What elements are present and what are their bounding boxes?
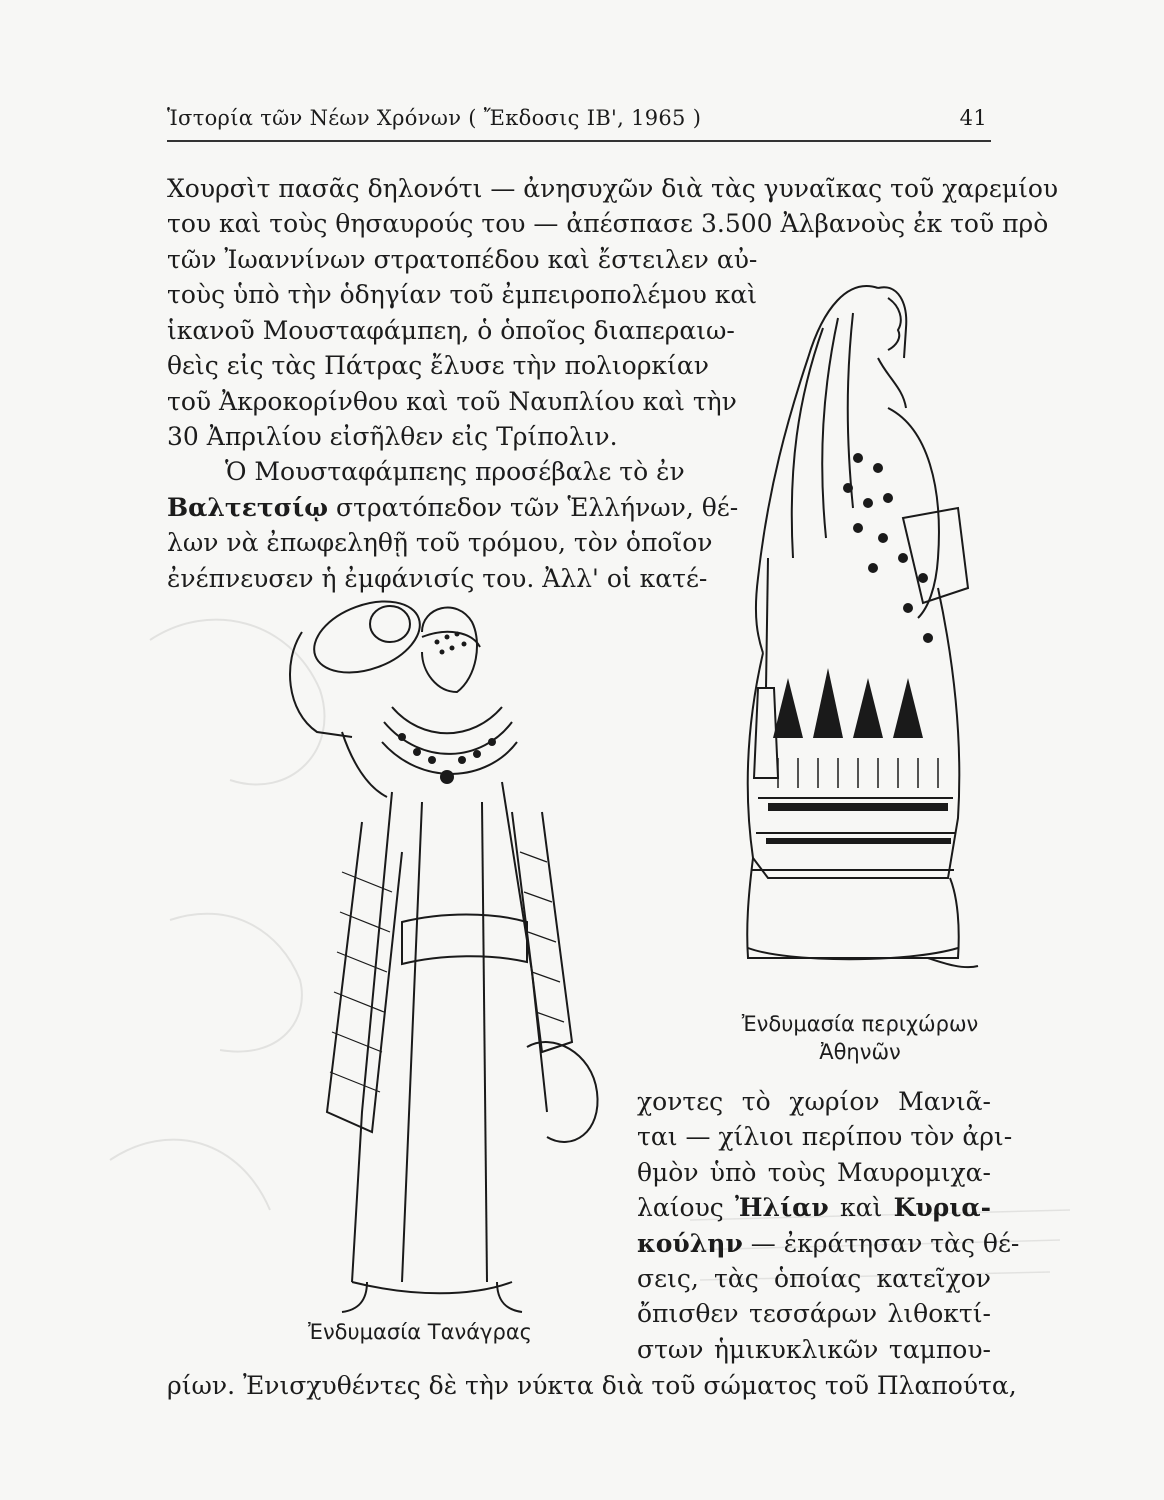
running-header (167, 98, 991, 138)
bold-person-name: Ἠλίαν (735, 1193, 829, 1223)
text-line: ἐνέπνευσεν ἡ ἐμφάνισίς του. Ἀλλ' οἱ κατέ- (167, 563, 708, 593)
tanagra-costume-illustration (272, 592, 612, 1318)
bold-person-name: κούλην (637, 1228, 743, 1258)
text-line: θμὸν ὑπὸ τοὺς Μαυρομιχα- (637, 1157, 991, 1187)
text-line: Χουρσὶτ πασᾶς δηλονότι — ἀνησυχῶν διὰ τὰς γυναῖκας τοῦ χαρεμίου (167, 174, 1059, 203)
text-line: τοὺς ὑπὸ τὴν ὁδηγίαν τοῦ ἐμπειροπολέμου καὶ (167, 280, 758, 310)
bold-person-name: Κυρια- (893, 1193, 992, 1223)
text-run: καὶ (828, 1193, 894, 1223)
text-line: σεις, τὰς ὁποίας κατεῖχον (637, 1264, 991, 1294)
text-line: ρίων. Ἐνισχυθέντες δὲ τὴν νύκτα διὰ τοῦ σώματος τοῦ Πλαπούτα, (167, 1371, 1017, 1400)
text-line: ται — χίλιοι περίπου τὸν ἀρι- (637, 1122, 1013, 1152)
text-line: τῶν Ἰωαννίνων στρατοπέδου καὶ ἔστειλεν αὐ- (167, 245, 758, 274)
bold-place-name: Βαλτετσίῳ (167, 492, 329, 522)
paragraph-left-column (167, 242, 758, 596)
page-number: 41 (959, 106, 987, 130)
text-line: 30 Ἀπριλίου εἰσῆλθεν εἰς Τρίπολιν. (167, 422, 618, 452)
paragraph-1-full-width (167, 171, 1059, 242)
text-line: ὄπισθεν τεσσάρων λιθοκτί- (637, 1299, 991, 1329)
text-line: θεὶς εἰς τὰς Πάτρας ἔλυσε τὴν πολιορκίαν (167, 351, 709, 381)
text-line (167, 490, 739, 525)
text-line: ἱκανοῦ Μουσταφάμπεη, ὁ ὁποῖος διαπεραιω- (167, 315, 735, 345)
header-title: Ἱστορία τῶν Νέων Χρόνων ( Ἔκδοσις ΙΒ', 1965 ) (167, 106, 702, 130)
athens-costume-illustration (728, 258, 998, 978)
text-run: — ἐκράτησαν τὰς θέ- (742, 1228, 1020, 1258)
text-run: λαίους (637, 1193, 736, 1223)
text-line: τοῦ Ἀκροκορίνθου καὶ τοῦ Ναυπλίου καὶ τὴν (167, 386, 737, 416)
caption-line: Ἐνδυμασία περιχώρων (741, 1012, 979, 1036)
text-line: του καὶ τοὺς θησαυρούς του — ἀπέσπασε 3.500 Ἀλβανοὺς ἐκ τοῦ πρὸ (167, 209, 1049, 239)
header-rule (167, 140, 991, 142)
text-line: χοντες τὸ χωρίον Μανιᾶ- (637, 1087, 991, 1116)
athens-figure-caption (730, 1010, 990, 1066)
text-line: λων νὰ ἐπωφεληθῇ τοῦ τρόμου, τὸν ὁποῖον (167, 528, 713, 558)
paragraph-bottom (167, 1368, 1017, 1403)
text-line: στων ἡμικυκλικῶν ταμπου- (637, 1334, 991, 1364)
text-run: στρατόπεδον τῶν Ἑλλήνων, θέ- (328, 492, 739, 522)
tanagra-figure-caption: Ἐνδυμασία Τανάγρας (308, 1320, 532, 1344)
caption-line: Ἀθηνῶν (819, 1040, 901, 1064)
text-line: Ὁ Μουσταφάμπεης προσέβαλε τὸ ἐν (225, 457, 685, 487)
